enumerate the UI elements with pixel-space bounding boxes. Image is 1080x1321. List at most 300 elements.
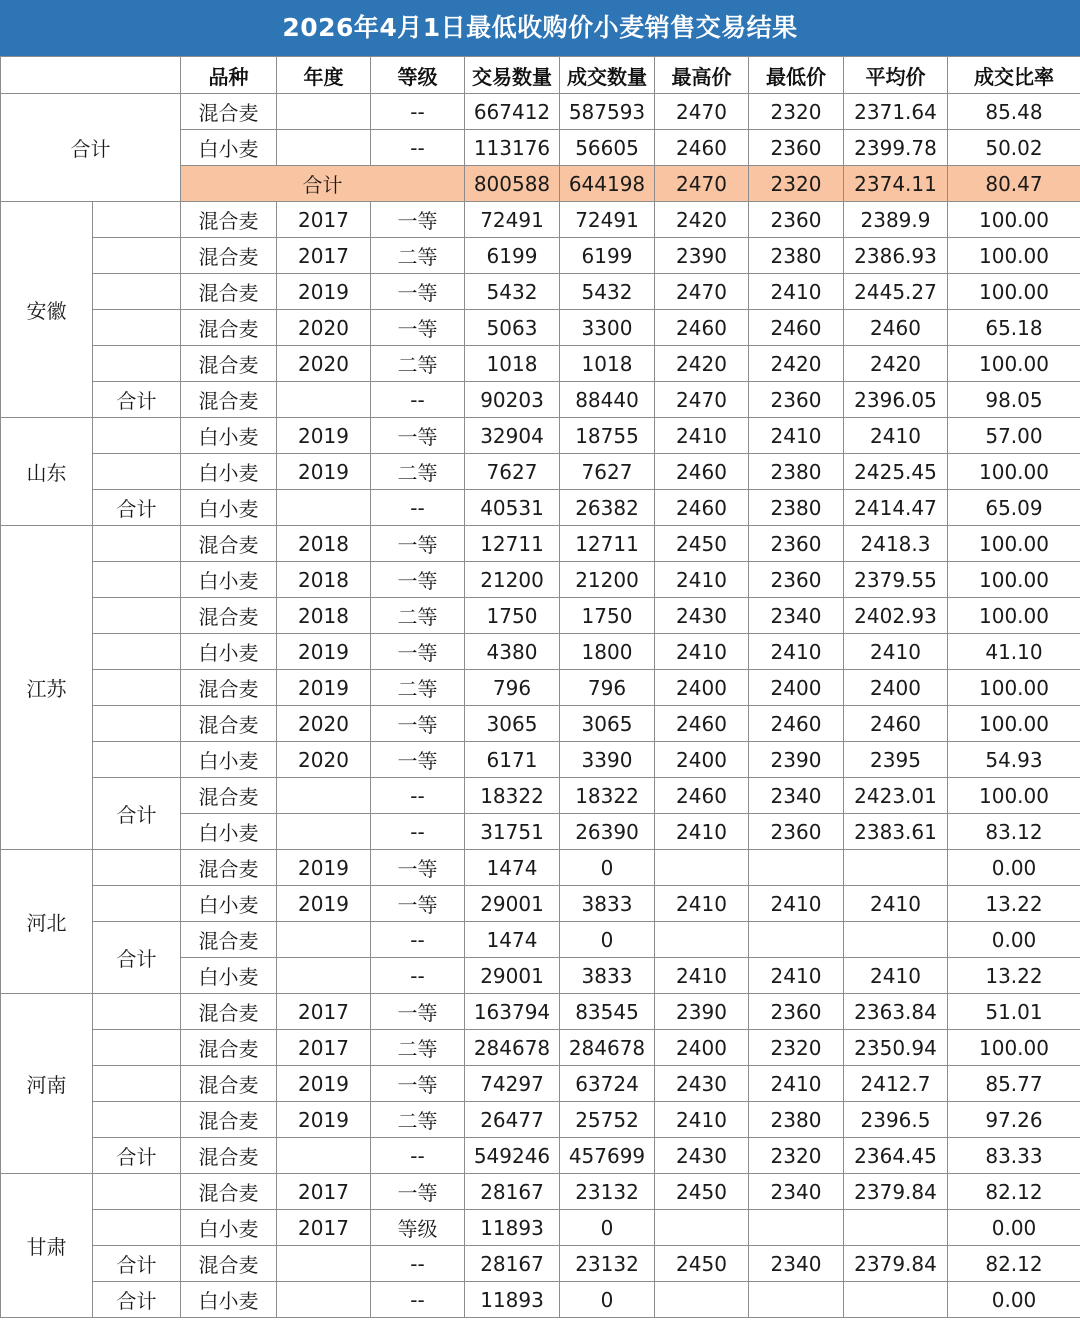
table-row: [1, 418, 1080, 454]
subtotal-spacer: [93, 706, 181, 742]
table-row: [1, 526, 1080, 562]
cell-min: 2320: [749, 1030, 844, 1066]
cell-avg: 2460: [844, 706, 948, 742]
cell-avg: 2363.84: [844, 994, 948, 1030]
subtotal-spacer: [93, 1102, 181, 1138]
cell-ratio: 100.00: [948, 346, 1080, 382]
cell-year: 2020: [277, 346, 371, 382]
cell-trade: 163794: [465, 994, 560, 1030]
subtotal-row: [1, 778, 1080, 814]
cell-trade: 6199: [465, 238, 560, 274]
cell-variety: 混合麦: [181, 274, 277, 310]
cell-grade: 一等: [371, 310, 465, 346]
subtotal-row: [1, 922, 1080, 958]
cell-avg: 2402.93: [844, 598, 948, 634]
cell-deal: 284678: [560, 1030, 655, 1066]
cell-deal: 0: [560, 850, 655, 886]
cell-ratio: 65.09: [948, 490, 1080, 526]
cell-year: 2017: [277, 202, 371, 238]
cell-variety: 混合麦: [181, 922, 277, 958]
cell-min: 2410: [749, 958, 844, 994]
subtotal-label: 合计: [93, 490, 181, 526]
cell-min: 2410: [749, 1066, 844, 1102]
cell-year: [277, 94, 371, 130]
table-row: [1, 310, 1080, 346]
cell-max: 2450: [655, 1246, 749, 1282]
cell-ratio: 100.00: [948, 202, 1080, 238]
cell-trade: 29001: [465, 958, 560, 994]
cell-min: 2380: [749, 1102, 844, 1138]
cell-variety: 白小麦: [181, 742, 277, 778]
cell-variety: 白小麦: [181, 130, 277, 166]
cell-trade: 74297: [465, 1066, 560, 1102]
header-row: [1, 57, 1080, 94]
cell-variety: 白小麦: [181, 814, 277, 850]
cell-avg: 2386.93: [844, 238, 948, 274]
cell-max: 2470: [655, 274, 749, 310]
cell-variety: 混合麦: [181, 310, 277, 346]
cell-avg: 2410: [844, 886, 948, 922]
cell-deal: 12711: [560, 526, 655, 562]
cell-year: [277, 490, 371, 526]
cell-deal: 457699: [560, 1138, 655, 1174]
cell-deal: 7627: [560, 454, 655, 490]
cell-deal: 3833: [560, 886, 655, 922]
cell-trade: 11893: [465, 1282, 560, 1318]
subtotal-row: [1, 1138, 1080, 1174]
cell-variety: 白小麦: [181, 562, 277, 598]
cell-avg: 2399.78: [844, 130, 948, 166]
cell-trade: 6171: [465, 742, 560, 778]
province-name: 安徽: [1, 202, 93, 418]
cell-min: 2380: [749, 238, 844, 274]
cell-variety: 混合麦: [181, 598, 277, 634]
cell-max: 2390: [655, 994, 749, 1030]
cell-grade: 一等: [371, 742, 465, 778]
cell-max: 2470: [655, 166, 749, 202]
cell-trade: 21200: [465, 562, 560, 598]
cell-year: [277, 778, 371, 814]
cell-deal: 6199: [560, 238, 655, 274]
cell-year: 2017: [277, 1174, 371, 1210]
cell-ratio: 100.00: [948, 706, 1080, 742]
cell-grade: 一等: [371, 1174, 465, 1210]
cell-deal: 1018: [560, 346, 655, 382]
cell-ratio: 13.22: [948, 958, 1080, 994]
subtotal-spacer: [93, 670, 181, 706]
subtotal-spacer: [93, 526, 181, 562]
table-row: [1, 706, 1080, 742]
cell-year: [277, 1246, 371, 1282]
cell-variety: 混合麦: [181, 1174, 277, 1210]
cell-year: 2019: [277, 454, 371, 490]
cell-trade: 1474: [465, 922, 560, 958]
subtotal-spacer: [93, 1066, 181, 1102]
cell-ratio: 50.02: [948, 130, 1080, 166]
cell-trade: 284678: [465, 1030, 560, 1066]
cell-year: [277, 814, 371, 850]
subtotal-spacer: [93, 1030, 181, 1066]
cell-max: 2410: [655, 1102, 749, 1138]
cell-avg: 2379.84: [844, 1174, 948, 1210]
province-name: 甘肃: [1, 1174, 93, 1318]
cell-trade: 796: [465, 670, 560, 706]
cell-max: 2460: [655, 454, 749, 490]
cell-max: 2470: [655, 94, 749, 130]
cell-avg: 2350.94: [844, 1030, 948, 1066]
cell-avg: [844, 850, 948, 886]
cell-ratio: 54.93: [948, 742, 1080, 778]
cell-grade: 一等: [371, 274, 465, 310]
header-deal-qty: 成交数量: [560, 57, 655, 94]
cell-trade: 667412: [465, 94, 560, 130]
cell-min: 2320: [749, 1138, 844, 1174]
cell-grade: --: [371, 94, 465, 130]
cell-year: [277, 1138, 371, 1174]
cell-deal: 63724: [560, 1066, 655, 1102]
table-row: [1, 202, 1080, 238]
subtotal-row: [1, 1246, 1080, 1282]
cell-ratio: 100.00: [948, 778, 1080, 814]
cell-variety: 混合麦: [181, 94, 277, 130]
cell-trade: 7627: [465, 454, 560, 490]
cell-ratio: 13.22: [948, 886, 1080, 922]
cell-min: 2380: [749, 490, 844, 526]
cell-avg: 2383.61: [844, 814, 948, 850]
cell-min: 2340: [749, 1174, 844, 1210]
cell-year: 2019: [277, 670, 371, 706]
cell-variety: 混合麦: [181, 1102, 277, 1138]
cell-year: 2020: [277, 706, 371, 742]
cell-year: 2017: [277, 238, 371, 274]
header-min-price: 最低价: [749, 57, 844, 94]
subtotal-row: [1, 490, 1080, 526]
cell-year: [277, 382, 371, 418]
cell-min: 2340: [749, 598, 844, 634]
cell-grade: 一等: [371, 526, 465, 562]
cell-year: [277, 1282, 371, 1318]
cell-max: 2410: [655, 562, 749, 598]
cell-grade: 一等: [371, 634, 465, 670]
cell-deal: 644198: [560, 166, 655, 202]
cell-trade: 113176: [465, 130, 560, 166]
cell-deal: 72491: [560, 202, 655, 238]
province-name: 河北: [1, 850, 93, 994]
subtotal-label: 合计: [93, 1246, 181, 1282]
cell-min: 2400: [749, 670, 844, 706]
cell-grade: --: [371, 1138, 465, 1174]
cell-variety: 白小麦: [181, 958, 277, 994]
cell-trade: 1750: [465, 598, 560, 634]
cell-avg: 2410: [844, 958, 948, 994]
subtotal-row: [1, 1282, 1080, 1318]
cell-max: 2410: [655, 886, 749, 922]
cell-trade: 29001: [465, 886, 560, 922]
cell-ratio: 100.00: [948, 274, 1080, 310]
subtotal-label: 合计: [93, 1282, 181, 1318]
table-row: [1, 1174, 1080, 1210]
cell-trade: 28167: [465, 1246, 560, 1282]
cell-max: [655, 1210, 749, 1246]
subtotal-spacer: [93, 238, 181, 274]
cell-avg: 2423.01: [844, 778, 948, 814]
cell-variety: 混合麦: [181, 850, 277, 886]
subtotal-label: 合计: [93, 922, 181, 994]
cell-grade: --: [371, 382, 465, 418]
cell-year: 2020: [277, 742, 371, 778]
cell-ratio: 51.01: [948, 994, 1080, 1030]
cell-min: 2360: [749, 382, 844, 418]
cell-min: 2360: [749, 526, 844, 562]
cell-min: 2410: [749, 274, 844, 310]
cell-year: 2018: [277, 526, 371, 562]
subtotal-spacer: [93, 202, 181, 238]
subtotal-spacer: [93, 742, 181, 778]
cell-grade: 一等: [371, 706, 465, 742]
cell-trade: 26477: [465, 1102, 560, 1138]
cell-ratio: 85.48: [948, 94, 1080, 130]
cell-max: 2430: [655, 1066, 749, 1102]
subtotal-spacer: [93, 310, 181, 346]
table-row: [1, 274, 1080, 310]
cell-max: 2430: [655, 1138, 749, 1174]
cell-max: 2470: [655, 382, 749, 418]
cell-avg: 2395: [844, 742, 948, 778]
cell-min: 2340: [749, 1246, 844, 1282]
cell-year: 2020: [277, 310, 371, 346]
cell-grade: 一等: [371, 994, 465, 1030]
cell-min: 2380: [749, 454, 844, 490]
cell-min: 2320: [749, 94, 844, 130]
cell-variety: 混合麦: [181, 238, 277, 274]
cell-trade: 12711: [465, 526, 560, 562]
cell-year: 2019: [277, 418, 371, 454]
header-year: 年度: [277, 57, 371, 94]
table-row: [1, 1030, 1080, 1066]
header-deal-ratio: 成交比率: [948, 57, 1080, 94]
cell-grade: 二等: [371, 238, 465, 274]
header-trade-qty: 交易数量: [465, 57, 560, 94]
cell-trade: 5063: [465, 310, 560, 346]
cell-variety: 混合麦: [181, 670, 277, 706]
cell-ratio: 83.33: [948, 1138, 1080, 1174]
cell-year: [277, 958, 371, 994]
cell-max: 2400: [655, 742, 749, 778]
cell-max: 2450: [655, 1174, 749, 1210]
subtotal-spacer: [93, 994, 181, 1030]
cell-deal: 23132: [560, 1174, 655, 1210]
cell-max: 2460: [655, 130, 749, 166]
cell-ratio: 100.00: [948, 670, 1080, 706]
cell-ratio: 100.00: [948, 454, 1080, 490]
cell-avg: 2400: [844, 670, 948, 706]
cell-avg: 2410: [844, 634, 948, 670]
cell-grade: 一等: [371, 562, 465, 598]
cell-avg: 2396.05: [844, 382, 948, 418]
cell-max: 2400: [655, 670, 749, 706]
cell-ratio: 65.18: [948, 310, 1080, 346]
cell-max: [655, 922, 749, 958]
cell-ratio: 82.12: [948, 1246, 1080, 1282]
cell-variety: 白小麦: [181, 1282, 277, 1318]
cell-deal: 56605: [560, 130, 655, 166]
cell-ratio: 85.77: [948, 1066, 1080, 1102]
cell-min: 2410: [749, 886, 844, 922]
cell-ratio: 82.12: [948, 1174, 1080, 1210]
cell-year: 2019: [277, 1066, 371, 1102]
cell-min: 2360: [749, 130, 844, 166]
cell-grade: --: [371, 130, 465, 166]
cell-ratio: 41.10: [948, 634, 1080, 670]
subtotal-row: [1, 382, 1080, 418]
subtotal-spacer: [93, 886, 181, 922]
cell-year: 2017: [277, 1210, 371, 1246]
cell-ratio: 0.00: [948, 922, 1080, 958]
province-name: 江苏: [1, 526, 93, 850]
cell-max: 2400: [655, 1030, 749, 1066]
cell-ratio: 80.47: [948, 166, 1080, 202]
subtotal-spacer: [93, 1210, 181, 1246]
cell-max: 2420: [655, 202, 749, 238]
cell-avg: 2371.64: [844, 94, 948, 130]
cell-trade: 3065: [465, 706, 560, 742]
cell-min: 2340: [749, 778, 844, 814]
cell-trade: 1018: [465, 346, 560, 382]
subtotal-label: 合计: [93, 778, 181, 850]
cell-deal: 25752: [560, 1102, 655, 1138]
header-corner: [1, 57, 181, 94]
subtotal-spacer: [93, 598, 181, 634]
cell-variety: 白小麦: [181, 454, 277, 490]
cell-max: 2450: [655, 526, 749, 562]
cell-grade: 一等: [371, 886, 465, 922]
cell-year: 2019: [277, 634, 371, 670]
cell-deal: 0: [560, 922, 655, 958]
cell-variety: 白小麦: [181, 634, 277, 670]
table-row: [1, 670, 1080, 706]
cell-min: 2360: [749, 562, 844, 598]
cell-variety: 混合麦: [181, 778, 277, 814]
cell-variety: 混合麦: [181, 1030, 277, 1066]
subtotal-spacer: [93, 1174, 181, 1210]
subtotal-label: 合计: [93, 382, 181, 418]
cell-grade: 二等: [371, 454, 465, 490]
cell-trade: 28167: [465, 1174, 560, 1210]
subtotal-spacer: [93, 418, 181, 454]
cell-avg: 2460: [844, 310, 948, 346]
province-name: 山东: [1, 418, 93, 526]
cell-grade: --: [371, 814, 465, 850]
cell-ratio: 100.00: [948, 598, 1080, 634]
table-row: [1, 1066, 1080, 1102]
cell-deal: 3300: [560, 310, 655, 346]
cell-deal: 18755: [560, 418, 655, 454]
cell-trade: 90203: [465, 382, 560, 418]
subtotal-spacer: [93, 346, 181, 382]
cell-grade: 一等: [371, 202, 465, 238]
cell-trade: 5432: [465, 274, 560, 310]
cell-avg: [844, 1282, 948, 1318]
table-row: [1, 238, 1080, 274]
page-title: 2026年4月1日最低收购价小麦销售交易结果: [0, 0, 1080, 56]
cell-deal: 587593: [560, 94, 655, 130]
cell-ratio: 100.00: [948, 526, 1080, 562]
cell-grade: 二等: [371, 346, 465, 382]
table-row: [1, 94, 1080, 130]
cell-min: [749, 1282, 844, 1318]
cell-min: 2360: [749, 994, 844, 1030]
cell-avg: 2410: [844, 418, 948, 454]
cell-deal: 1750: [560, 598, 655, 634]
cell-variety: 混合麦: [181, 346, 277, 382]
table-row: [1, 562, 1080, 598]
cell-ratio: 98.05: [948, 382, 1080, 418]
cell-grade: 一等: [371, 1066, 465, 1102]
cell-deal: 21200: [560, 562, 655, 598]
cell-avg: 2412.7: [844, 1066, 948, 1102]
table-row: [1, 454, 1080, 490]
cell-grade: --: [371, 490, 465, 526]
cell-min: 2420: [749, 346, 844, 382]
cell-variety: 混合麦: [181, 706, 277, 742]
cell-year: 2019: [277, 1102, 371, 1138]
cell-year: 2017: [277, 1030, 371, 1066]
cell-deal: 26390: [560, 814, 655, 850]
cell-avg: [844, 922, 948, 958]
cell-grade: 一等: [371, 418, 465, 454]
cell-variety: 白小麦: [181, 886, 277, 922]
subtotal-spacer: [93, 274, 181, 310]
subtotal-spacer: [93, 634, 181, 670]
cell-deal: 88440: [560, 382, 655, 418]
cell-min: 2360: [749, 814, 844, 850]
cell-variety: 混合麦: [181, 1246, 277, 1282]
cell-variety: 混合麦: [181, 1066, 277, 1102]
cell-avg: [844, 1210, 948, 1246]
cell-grade: --: [371, 958, 465, 994]
cell-min: 2460: [749, 706, 844, 742]
cell-max: 2410: [655, 958, 749, 994]
header-grade: 等级: [371, 57, 465, 94]
cell-max: 2410: [655, 418, 749, 454]
cell-grade: 二等: [371, 1030, 465, 1066]
cell-avg: 2379.55: [844, 562, 948, 598]
cell-grade: 一等: [371, 850, 465, 886]
cell-grade: --: [371, 1246, 465, 1282]
cell-min: [749, 922, 844, 958]
cell-avg: 2420: [844, 346, 948, 382]
cell-variety: 混合麦: [181, 994, 277, 1030]
cell-ratio: 0.00: [948, 1282, 1080, 1318]
cell-deal: 796: [560, 670, 655, 706]
cell-trade: 32904: [465, 418, 560, 454]
cell-variety: 混合麦: [181, 202, 277, 238]
table-row: [1, 346, 1080, 382]
cell-deal: 5432: [560, 274, 655, 310]
cell-deal: 83545: [560, 994, 655, 1030]
cell-ratio: 0.00: [948, 850, 1080, 886]
header-variety: 品种: [181, 57, 277, 94]
cell-avg: 2425.45: [844, 454, 948, 490]
table-row: [1, 994, 1080, 1030]
cell-year: 2019: [277, 850, 371, 886]
cell-variety: 混合麦: [181, 382, 277, 418]
cell-avg: 2389.9: [844, 202, 948, 238]
cell-ratio: 83.12: [948, 814, 1080, 850]
cell-grade: 等级: [371, 1210, 465, 1246]
cell-min: 2410: [749, 418, 844, 454]
subtotal-label: 合计: [93, 1138, 181, 1174]
